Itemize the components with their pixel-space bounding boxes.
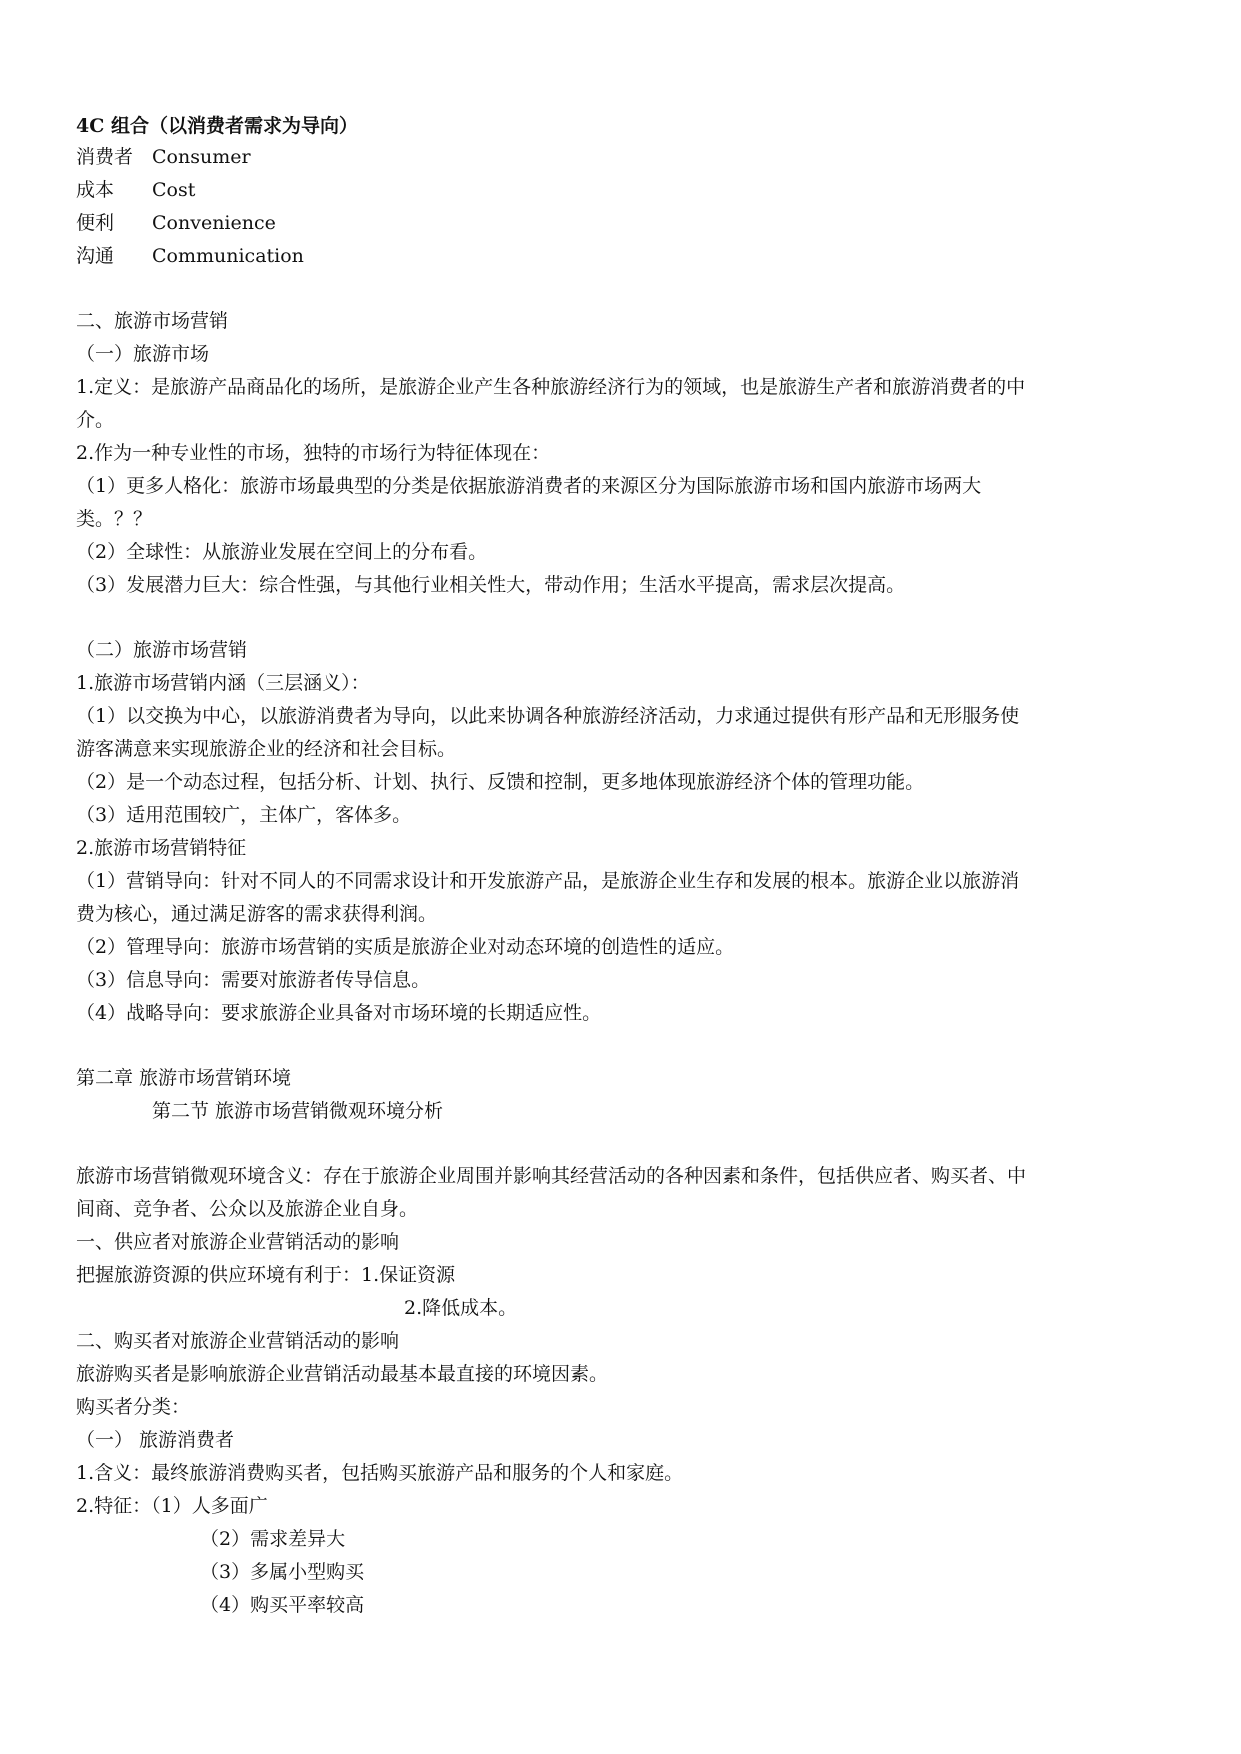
paragraph-line: 2.旅游市场营销特征 (76, 837, 247, 859)
term-en: Consumer (152, 146, 251, 168)
term-cn: 便利 (76, 212, 115, 234)
term-row (76, 211, 276, 235)
paragraph-line: （2）管理导向：旅游市场营销的实质是旅游企业对动态环境的创造性的适应。 (76, 936, 735, 958)
paragraph-line: 费为核心，通过满足游客的需求获得利润。 (76, 903, 438, 925)
term-row (76, 244, 304, 268)
paragraph-line: （3）适用范围较广，主体广，客体多。 (76, 804, 412, 826)
term-row (76, 178, 195, 202)
subsection-heading: （二）旅游市场营销 (76, 639, 248, 661)
term-en: Convenience (152, 212, 276, 234)
section-4c-title: 4C 组合（以消费者需求为导向） (76, 115, 358, 137)
paragraph-line: 把握旅游资源的供应环境有利于：1.保证资源 (76, 1264, 456, 1286)
subsection-heading: （一）旅游市场 (76, 343, 210, 365)
section-heading: 一、供应者对旅游企业营销活动的影响 (76, 1231, 400, 1253)
paragraph-line: （3）发展潜力巨大：综合性强，与其他行业相关性大，带动作用；生活水平提高，需求层次提高。 (76, 574, 906, 596)
term-cn: 成本 (76, 179, 115, 201)
paragraph-line: 游客满意来实现旅游企业的经济和社会目标。 (76, 738, 457, 760)
term-cn: 沟通 (76, 245, 115, 267)
term-en: Communication (152, 245, 304, 267)
paragraph-line: （2）是一个动态过程，包括分析、计划、执行、反馈和控制，更多地体现旅游经济个体的管理功能。 (76, 771, 925, 793)
paragraph-line: （1）以交换为中心，以旅游消费者为导向，以此来协调各种旅游经济活动，力求通过提供有形产品和无形服务使 (76, 705, 1020, 727)
chapter-title: 第二章 旅游市场营销环境 (76, 1067, 292, 1089)
paragraph-line: 旅游市场营销微观环境含义：存在于旅游企业周围并影响其经营活动的各种因素和条件，包括供应者、购买者、中 (76, 1165, 1027, 1187)
paragraph-line: 介。 (76, 409, 115, 431)
paragraph-line: （1）营销导向：针对不同人的不同需求设计和开发旅游产品，是旅游企业生存和发展的根本。旅游企业以旅游消 (76, 870, 1020, 892)
paragraph-line: 1.旅游市场营销内涵（三层涵义）： (76, 672, 370, 694)
subsection-heading: （一） 旅游消费者 (76, 1429, 235, 1451)
paragraph-line: （3）多属小型购买 (200, 1561, 365, 1583)
paragraph-line: 类。？？ (76, 508, 153, 530)
section-heading: 二、购买者对旅游企业营销活动的影响 (76, 1330, 400, 1352)
paragraph-line: （4）购买平率较高 (200, 1594, 365, 1616)
term-row (76, 145, 251, 169)
paragraph-line: 1.含义：最终旅游消费购买者，包括购买旅游产品和服务的个人和家庭。 (76, 1462, 684, 1484)
paragraph-line: 2.特征：（1）人多面广 (76, 1495, 268, 1517)
paragraph-line: 1.定义：是旅游产品商品化的场所，是旅游企业产生各种旅游经济行为的领域，也是旅游生产者和旅游消费者的中 (76, 376, 1026, 398)
paragraph-line: 间商、竞争者、公众以及旅游企业自身。 (76, 1198, 419, 1220)
paragraph-line: 2.作为一种专业性的市场，独特的市场行为特征体现在： (76, 442, 551, 464)
term-cn: 消费者 (76, 146, 134, 168)
paragraph-line: （4）战略导向：要求旅游企业具备对市场环境的长期适应性。 (76, 1002, 602, 1024)
paragraph-line: （2）全球性：从旅游业发展在空间上的分布看。 (76, 541, 488, 563)
paragraph-line: 购买者分类： (76, 1396, 191, 1418)
paragraph-line: （2）需求差异大 (200, 1528, 346, 1550)
section-title: 第二节 旅游市场营销微观环境分析 (152, 1100, 444, 1122)
paragraph-line: 旅游购买者是影响旅游企业营销活动最基本最直接的环境因素。 (76, 1363, 609, 1385)
paragraph-line: （3）信息导向：需要对旅游者传导信息。 (76, 969, 431, 991)
paragraph-line: （1）更多人格化：旅游市场最典型的分类是依据旅游消费者的来源区分为国际旅游市场和国内旅游市场两大 (76, 475, 982, 497)
section-heading: 二、旅游市场营销 (76, 310, 229, 332)
paragraph-line: 2.降低成本。 (404, 1297, 518, 1319)
term-en: Cost (152, 179, 196, 201)
